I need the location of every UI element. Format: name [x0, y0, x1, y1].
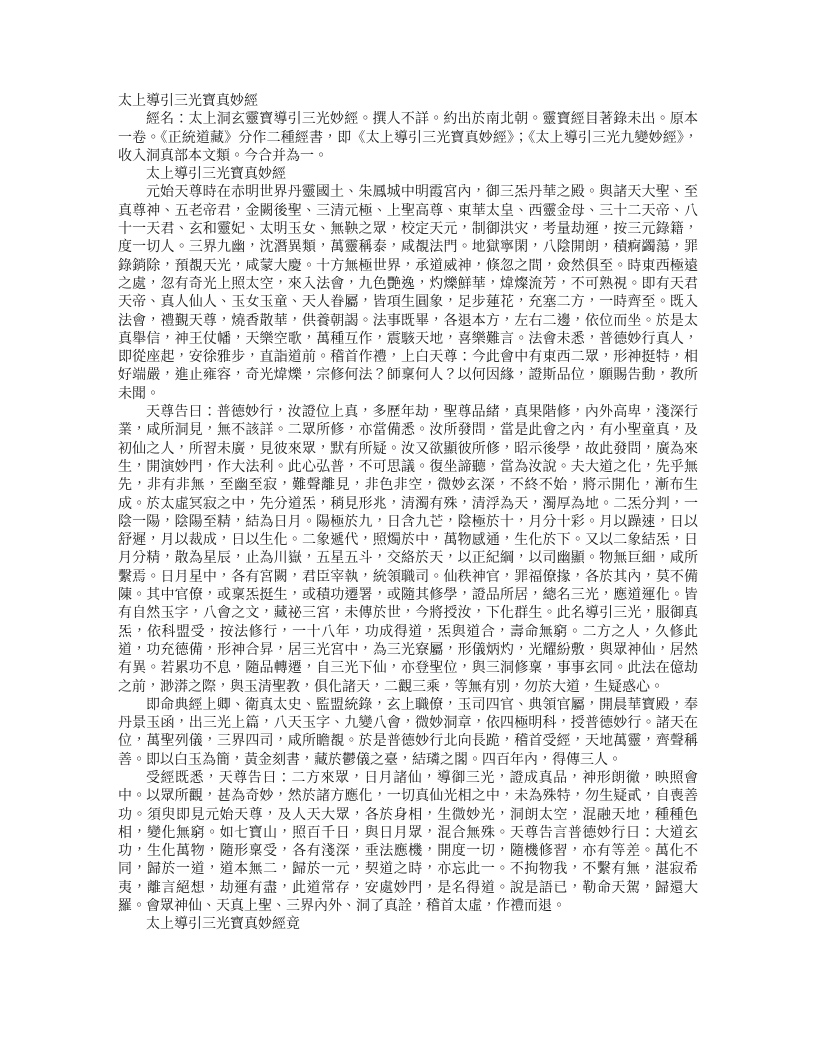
paragraph-transmission: 即命典經上卿、衛真太史、監盟統錄，玄上職僚，玉司四官、典領官屬，開晨華寶殿，奉丹景玉函，出三光上篇，八天玉字、九變八會，微妙洞章，依四極明科，授普德妙行。諸天在位，萬聖列儀，三界四司，咸所瞻覩。於是普德妙行北向長跪，稽首受經，天地萬靈，齊聲稱善。即以白玉為簡，黃金刻書，藏於鬱儀之臺，結璘之閣。四百年內，得傳三人。 [118, 696, 698, 768]
scripture-title: 太上導引三光寶真妙經 [146, 166, 286, 183]
paragraph-tianzun-discourse: 天尊告曰：普德妙行，汝證位上真，多歷年劫，聖尊品緒，真果階修，內外高卑，淺深行業，咸所洞見，無不該詳。二眾所修，亦當備悉。汝所發問，當是此會之內，有小聖童真，及初仙之人，所習未廣，見彼來眾，默有所疑。汝又欲顯彼所修，昭示後學，故此發問，廣為來生，開演妙門，作大法利。此心弘普，不可思議。復坐諦聽，當為汝說。夫大道之化，先乎無先，非有非無，至幽至寂，難聲離見，非色非空，微妙玄深，不終不始，將示開化，漸布生成。於太虛冥寂之中，先分道炁，稍見形兆，清濁有殊，清浮為天，濁厚為地。二炁分判，一陰一陽，陰陽至精，結為日月。陽極於九，日含九芒，陰極於十，月分十彩。月以躁速，日以舒遲，月以裁成，日以生化。二象遞代，照燭於中，萬物感通，生化於下。又以二象結炁，日月分精，散為星辰，止為川嶽，五星五斗，交絡於天，以正紀綱，以司幽顯。物無巨細，咸所繫焉。日月星中，各有宮闕，君臣宰執，統領職司。仙秩神官，罪福僚掾，各於其內，莫不備陳。其中官僚，或稟炁挺生，或積功遷署，或隨其修學，證品所居，總名三光，應道運化。皆有自然玉字，八會之文，藏祕三宮，未傳於世，今將授汝，下化群生。此名導引三光，服御真炁，依科盟受，按法修行，一十八年，功成得道，炁與道合，壽命無窮。二方之人，久修此道，功充德備，形神合昇，居三光宮中，為三光寮屬，形儀炳灼，光耀紛敷，與眾神仙，居然有異。若累功不息，隨品轉遷，自三光下仙，亦登聖位，與三洞修稟，事事玄同。此法在億劫之前，渺漭之際，與玉清聖教，俱化諸天，二觀三乘，等無有別，勿於大道，生疑惑心。 [118, 404, 698, 695]
bibliographic-note: 經名：太上洞玄靈寶導引三光妙經。撰人不詳。約出於南北朝。靈寶經目著錄未出。原本一卷。《正統道藏》分作二種經書，即《太上導引三光寶真妙經》；《太上導引三光九變妙經》，收入洞真部本文類。今合并為一。 [118, 111, 698, 164]
document-title: 太上導引三光寶真妙經 [118, 93, 258, 109]
paragraph-closing-discourse: 受經既悉，天尊告曰：二方來眾，日月諸仙，導御三光，證成真品，神形朗徹，映照會中。以眾所觀，甚為奇妙，然於諸方應化，一切真仙光相之中，未為殊特，勿生疑貳，自喪善功。須臾即見元始天尊，及人天大眾，各於身相，生微妙光，洞朗太空，混融天地，種種色相，變化無窮。如七寶山，照百千日，與日月眾，混合無殊。天尊告言普德妙行曰：大道玄功，生化萬物，隨形稟受，各有淺深，垂法應機，開度一切，隨機修習，亦有等差。萬化不同，歸於一道，道本無二，歸於一元，契道之時，亦忘此一。不拘物我，不繫有無，湛寂希夷，離言絕想，劫運有盡，此道常存，安處妙門，是名得道。說是語已，勒命天駕，歸還大羅。會眾神仙、天真上聖、三界內外、洞了真詮，稽首太虛，作禮而退。 [118, 769, 698, 915]
document-text-block [118, 92, 698, 934]
paragraph-opening-narrative: 元始天尊時在赤明世界丹靈國土、朱鳳城中明霞宮內，御三炁丹華之殿。與諸天大聖、至真尊神、五老帝君，金闕後聖、三清元極、上聖高尊、東華太皇、西靈金母、三十二天帝、八十一天君、玄和靈妃、太明玉女、無鞅之眾，校定天元，制御洪灾，考量劫運，按三元錄籍，度一切人。三界九幽，沈潛異類，萬靈稱泰，咸覩法門。地獄寧閑，八陰開朗，積痾蠲蕩，罪錄銷除，預覩天光，咸蒙大慶。十方無極世界，承道威神，倏忽之間，僉然俱至。時東西極遠之處，忽有奇光上照太空，來入法會，九色艷逸，灼爍鮮華，煒燦流芳，不可熟視。即有天君天帝、真人仙人、玉女玉童、天人眷屬，皆項生圓象，足步蓮花，充塞二方，一時齊至。既入法會，禮覲天尊，燒香散華，供養朝謁。法事既畢，各退本方，左右二邊，依位而坐。於是太真舉信，神王仗幡，天樂空歌，萬種互作，震駭天地，喜樂難言。法會未悉，普德妙行真人，即從座起，安徐雅步，直詣道前。稽首作禮，上白天尊：今此會中有東西二眾，形神挺特，相好端嚴，進止雍容，奇光煒爍，宗修何法？師稟何人？以何因緣，證斯品位，願賜告動，教所未聞。 [118, 184, 698, 402]
scripture-end-title: 太上導引三光寶真妙經竟 [146, 916, 300, 933]
